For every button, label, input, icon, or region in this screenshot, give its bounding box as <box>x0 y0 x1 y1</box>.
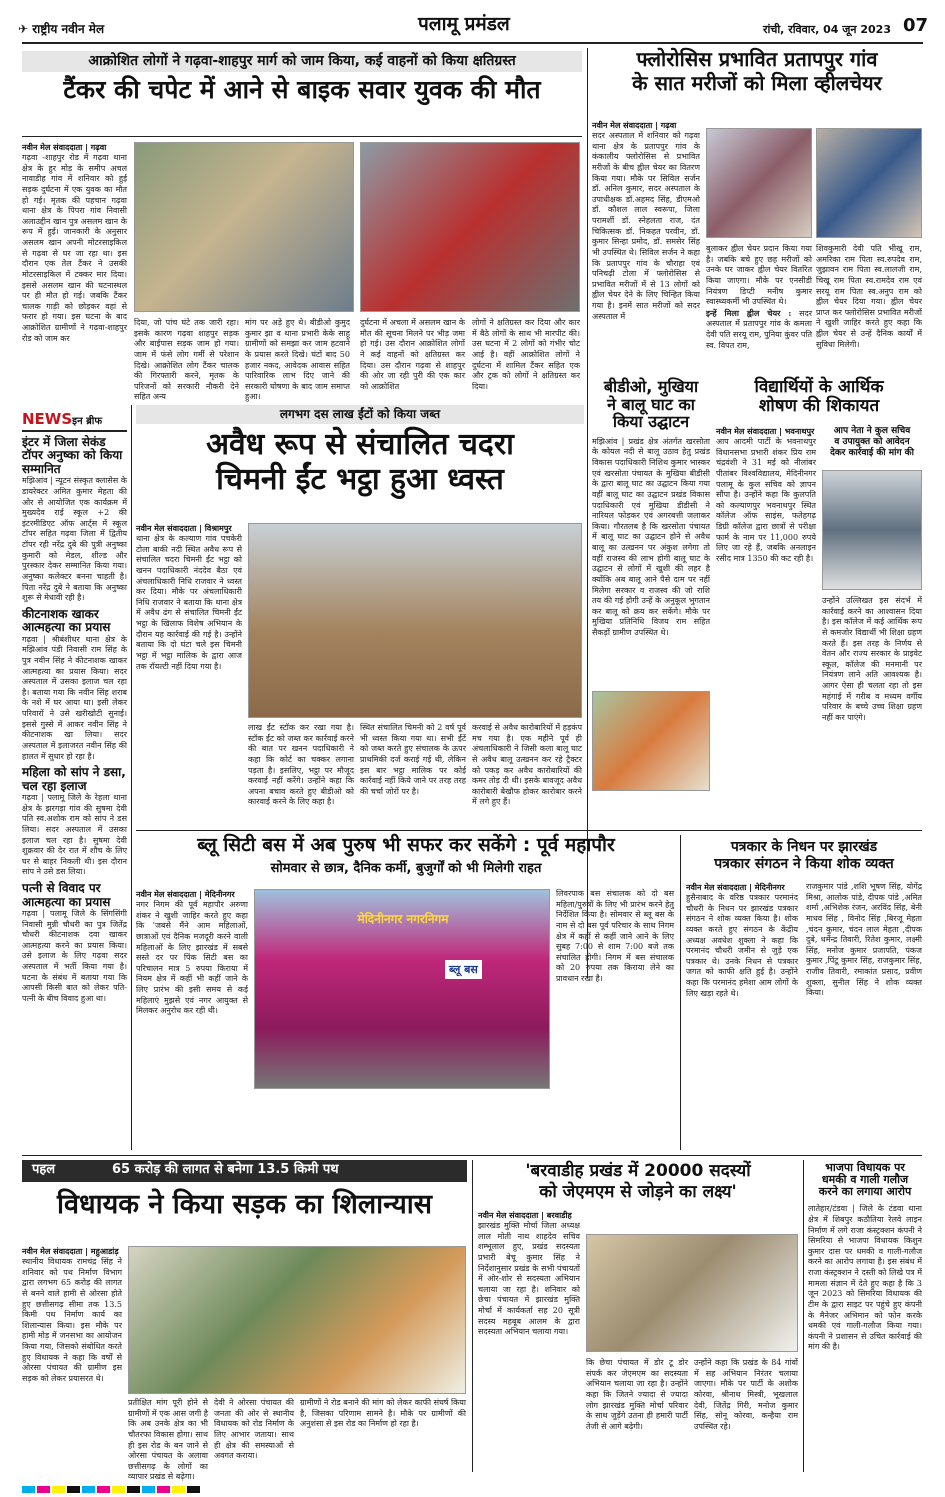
story-body-col1 <box>136 523 242 828</box>
story-brick-kiln <box>136 405 584 825</box>
page-number: 07 <box>903 15 929 36</box>
story-body-col1 <box>686 882 798 1150</box>
story-wheelchair <box>592 48 922 374</box>
story-headline-line2: को जेएमएम से जोड़ने का लक्ष्य' <box>539 1181 737 1202</box>
masthead <box>8 12 937 42</box>
body-text-col5: लोगों ने क्षतिग्रस्त कर दिया और कार में बैठे लोगों के साथ भी मारपीट की। उस घटना में 2 लोगों को गंभीर चोट आई है। वहीं आक्रोशित लोगों ने दुर्घटना में शामिल टैंकर सहित एक और ट्रक को लोगों ने क्षतिग्रस्त कर दिया। <box>472 318 580 391</box>
story-body-col2 <box>706 244 812 374</box>
byline: नवीन मेल संवाददाता | मेदिनीनगर <box>686 883 785 892</box>
story-headline: विधायक ने किया सड़क का शिलान्यास <box>56 1189 433 1220</box>
story-headline-line2: धमकी व गाली गलौज <box>821 1173 909 1187</box>
body-text-col2: उन्होंने उल्लिखत इस संदर्भ में कार्रवाई करने का आश्वासन दिया है। इस कॉलेज में कई आर्थिक रूप से कमजोर विद्यार्थी भी शिक्षा ग्रहण करते हैं। इस तरह के निर्णय से वेतन और राज्य सरकार के प्राइवेट स्कूल, कॉलेज की मनमानी पर नियंत्रण लाने अति आवश्यक है। आगर ऐसा ही चलता रहा तो इस महंगाई में गरीब व मध्यम वर्गीय परिवार के बच्चे उच्च शिक्षा ग्रहण नहीं कर पाएंगे। <box>822 596 922 722</box>
byline: नवीन मेल संवाददाता | महुआडांड़ <box>22 1247 119 1256</box>
photo-chimney-kiln <box>248 523 582 718</box>
byline: नवीन मेल संवाददाता | गढ़वा <box>592 121 677 130</box>
brief-headline: महिला को सांप ने डसा, चल रहा इलाज <box>22 765 126 793</box>
brand-name: राष्ट्रीय नवीन मेल <box>32 22 105 36</box>
story-tanker-accident <box>22 48 582 402</box>
byline: नवीन मेल संवाददाता | बरवाडीह <box>478 1211 572 1220</box>
news-label-sub: इन ब्रीफ <box>72 416 103 427</box>
column-divider <box>680 835 681 1150</box>
byline: नवीन मेल संवाददाता | भवनाथपुर <box>716 427 815 436</box>
body-text: हुसैनाबाद के वरिष्ठ पत्रकार परमानंद चौधरी के निधन पर झारखंड पत्रकार संगठन ने शोक व्यक्त किया है। शोक व्यक्त करते हुए संगठन के केंद्रीय अध्यक्ष अवधेश शुक्ला ने कहा कि परमानंद चौधरी जमीन से जुड़े एक पत्रकार थे। उनके निधन से पत्रकार जगत को काफी क्षति हुई है। उन्होंने कहा कि परमानंद हमेशा आम लोगों के लिए खड़ा रहते थे। <box>686 893 798 998</box>
brief-item <box>22 608 127 762</box>
column-divider <box>803 1160 804 1472</box>
news-label: NEWS <box>22 410 73 428</box>
column-divider <box>131 405 132 1150</box>
body-text: सदर अस्पताल में प्रतापपुर गांव के कमला देवी पति सरयू राम, पुनिया कुंवर पति स्व. विपत राम, <box>706 308 812 350</box>
caption-line: देकर कार्रवाई की मांग की <box>830 447 914 458</box>
story-sand-ghat <box>592 378 710 828</box>
story-student-exploitation <box>716 378 922 828</box>
body-text-col3: शिवकुमारी देवी पति भीखू राम, अमरिका राम पिता स्व.रुपदेव राम, जुझावन राम पिता स्व.लालजी राम, चिखू राम पिता स्व.रामदेव राम एवं सरयू राम पिता स्व.अनुप राम को ह्वील चेयर दिया गया। ह्वील चेयर प्राप्त कर फ्लोरोसिस प्रभावित मरीजों ने खुशी जाहिर करते हुए कहा कि ह्वील चेयर से उन्हें दैनिक कार्यों में सुविधा मिलेगी। <box>816 244 922 349</box>
section-title: पलामू प्रमंडल <box>418 13 510 35</box>
story-jmm-membership <box>478 1162 798 1477</box>
photo-foundation-stone <box>128 1246 466 1394</box>
photo-sand-ghat-inauguration <box>592 691 710 791</box>
byline: नवीन मेल संवाददाता | विश्रामपुर <box>136 524 232 533</box>
photo-wheelchair-2 <box>816 128 922 238</box>
body-text-col2: कि छेचा पंचायत में डोर टू डोर संपर्क कर जेएमएम का सदस्यता अभियान चलाया जा रहा है। उन्होंने कहा कि जितने ज्यादा से ज्यादा लोग झारखंड मुक्ति मोर्चा परिवार के साथ जुड़ेंगे उतना ही हमारी पार्टी तेजी से आगे बढ़ेगी। <box>586 1358 688 1431</box>
story-blue-city-bus <box>136 835 676 1150</box>
body-text-col3: देवी ने ओरसा पंचायत की जनता की ओर से स्थानीय विधायक को रोड निर्माण के लिए आभार जताया। साथ ही क्षेत्र की समस्याओं से अवगत कराया। <box>214 1398 294 1461</box>
body-text-col3: मांग पर अड़े हुए थे। बीडीओ कुमुद कुमार झा व थाना प्रभारी केके साहू ग्रामीणों को समझा कर जाम हटवाने के प्रयास करते दिखे। घंटों बाद 50 हजार नकद, आवेदक आवास सहित पारिवारिक लाभ दिए जाने की सरकारी घोषणा के बाद जाम समाप्त हुआ। <box>245 318 350 402</box>
photo-aap-leader <box>822 470 922 590</box>
color-registration-bar <box>22 1478 922 1486</box>
story-body-col1 <box>136 889 248 1149</box>
bus-badge: ब्लू बस <box>445 960 482 979</box>
news-brief-label <box>22 410 127 428</box>
photo-damaged-car <box>360 142 580 312</box>
brief-item <box>22 436 127 604</box>
story-tag: पहल <box>32 1162 56 1177</box>
story-headline: ब्लू सिटी बस में अब पुरुष भी सफर कर सकेंगे : पूर्व महापौर <box>197 834 615 856</box>
bird-icon: ✈ <box>18 22 29 36</box>
story-headline-line1: विद्यार्थियों के आर्थिक <box>754 377 884 397</box>
story-body-col1 <box>22 1246 122 1480</box>
photo-blue-bus <box>254 889 550 1089</box>
story-journalist-condolence <box>686 840 922 1150</box>
dateline: रांची, रविवार, 04 जून 2023 <box>763 23 891 36</box>
column-divider <box>472 1160 473 1472</box>
body-text: लातेहार/टंडवा | जिले के टंडवा थाना क्षेत्र में शिबपुर कठौतिया रेलवे लाइन निर्माण में लगे राजा कंस्ट्रक्शन कंपनी ने सिमरिया से भाजपा विधायक किशुन कुमार दास पर धमकी व गाली-गलौज करने का आरोप लगाया है। इस संबंध में राजा कंस्ट्रक्शन ने दस्ती को लिखे पत्र में मामला संज्ञान में देते हुए कहा है कि 3 जून 2023 को सिमरिया विधायक की टीम के द्वारा साइट पर पहुंचे हुए कंपनी के मैनेजर अभिमान को फोन करके धमकी एवं गाली-गलौज किया गया। कंपनी ने प्रशासन से उचित कार्रवाई की मांग की है। <box>808 1204 922 1352</box>
body-text: आप आदमी पार्टी के भवनाथपुर विधानसभा प्रभारी शंकर प्रिय राम चंद्रवंशी ने 31 मई को नीलांबर पीतांबर विश्वविद्यालय, मेदिनीनगर पलामू के कुल सचिव को ज्ञापन सौंपा है। उन्होंने कहा कि कुलपति को कल्याणपुर भवनाथपुर स्थित कॉलेज ऑफ साइंस, फतेहगढ़ डिग्री कॉलेज द्वारा छात्रों से परीक्षा फार्म के नाम पर 11,000 रुपये लिए जा रहे हैं, जबकि अनलाइन रसीद मात्र 1350 की कट रही है। <box>716 437 816 563</box>
story-subhead: सोमवार से छात्र, दैनिक कर्मी, बुजुर्गों को भी मिलेगी राहत <box>270 860 542 876</box>
body-text-col2: राजकुमार पांडे ,शशि भूषण सिंह, योगेंद्र मिश्रा, आलोक पांडे, दीपक पांडे ,अमित शर्मा ,अभिशेक रंजन, अरविंद सिंह, बेनी माधव सिंह , विनोद सिंह ,बिरजू मेहता ,चंदन कुमार, चंदन लाल मेहता ,दीपक दुबे, धर्मेन्द्र तिवारी, रितेश कुमार, लक्ष्मी सिंह, मनोज कुमार प्रजापति, पंकज कुमार ,पिंटू कुमार सिंह, राजकुमार सिंह, राजीव तिवारी, रमाकांत प्रसाद, प्रवीण शुक्ला, सुनील सिंह ने शोक व्यक्त किया। <box>806 882 922 998</box>
body-text: स्थानीय विधायक रामचंद्र सिंह ने शनिवार को पथ निर्माण विभाग द्वारा लगभग 65 करोड़ की लागत से बनने वाले हामी से ओरसा होते हुए छत्तीसगढ़ सीमा तक 13.5 किमी पथ निर्माण कार्य का शिलान्यास किया। इस मौके पर हामी मोड़ में जनसभा का आयोजन किया गया, जिसको संबोधित करते हुए विधायक ने कहा कि वर्षों से ओरसा पंचायत की ग्रामीण इस सड़क को लेकर प्रयासरत थे। <box>22 1257 122 1383</box>
masthead-rule <box>22 42 923 44</box>
story-kicker: आक्रोशित लोगों ने गढ़वा-शाहपुर मार्ग को जाम किया, कई वाहनों को किया क्षतिग्रस्त <box>22 51 582 72</box>
body-text-col4: ग्रामीणों ने रोड बनाने की मांग को लेकर काफी संघर्ष किया है, जिसका परिणाम सामने है। मौके पर ग्रामीणों की अनुशंसा से इस रोड का निर्माण हो रहा है। <box>300 1398 466 1429</box>
divider <box>22 430 127 432</box>
story-kicker: लगभग दस लाख ईंटों को किया जब्त <box>136 405 584 424</box>
story-tag-band <box>22 1160 467 1182</box>
story-kicker: 65 करोड़ की लागत से बनेगा 13.5 किमी पथ <box>112 1162 339 1177</box>
story-body-col1 <box>592 120 700 375</box>
story-body-col1 <box>716 426 816 826</box>
photo-road-blockade <box>134 142 354 312</box>
body-text-col3: स्थित संचालित चिमनी को 2 वर्ष पूर्व भी ध्वस्त किया गया था। सभी ईंटें को जब्त करते हुए संचालक के ऊपर प्राथमिकी दर्ज कराई गई थी, लेकिन इस बार भट्ठा मालिक पर कोई कार्रवाई नहीं किये जाने पर तरह तरह की चर्चा जोरों पर है। <box>360 723 466 796</box>
body-text: बुलाकर ह्वील चेयर प्रदान किया गया है। जबकि बचे हुए छह मरीजों को उनके घर जाकर ह्वील चेयर वितरित किया जाएगा। मौके पर एनसीडी नियंत्रण डिप्टी मनीष कुमार स्वास्थ्यकर्मी भी उपस्थित थे। <box>706 244 812 307</box>
body-text-col2: लिवरपाक बस संचालक को दो बस महिला/पुरुषों के लिए भी प्रारंभ करने हेतु निर्देशित किया है। सोमवार से ब्लू बस के नाम से दो बस पूर्व परिचार के साथ निगम क्षेत्र में कहीं से कहीं जाने आने के लिए सुबह 7:00 से शाम 7:00 बजे तक संचालित होगी। निगम में बस संचालक को 20 रुपया तक किराया लेने का प्रावधान रखा है। <box>556 889 674 983</box>
brief-text: मझिआंव | न्यूटन संस्कृत क्लासेस के डायरेक्टर अमित कुमार मेहता की ओर से आयोजित एक कार्यक्रम में मुख्यदेव राई स्कूल +2 की इंटरमीडिएट ऑफ आर्ट्स में स्कूल टॉपर सहित गढ़वा जिला में द्वितीय टॉपर रही नरेंद्र दुबे की पुत्री अनुष्का कुमारी को मेडल, शील्ड और पुरस्कार देकर सम्मानित किया गया। अनुष्का कलेक्टर बनना चाहती है। पिता नरेंद्र दुबे ने बताया कि अनुष्का शुरू से मेधावी रही है। <box>22 476 127 603</box>
story-headline-line2: चिमनी ईंट भट्ठा हुआ ध्वस्त <box>216 462 504 498</box>
body-text-col4: करवाई से अवैध कारोबारियों में हड़कंप मच गया है। एक महीने पूर्व ही अंचलाधिकारी ने जिसी कला बालू घाट से अवैध बालू उत्खनन कर रहे ट्रैक्टर को पकड़ कर अवैध कारोबारियों की कमर तोड़ दी थी। इसके बावजूद अवैध कारोबारी बेखौफ होकर कारोबार करने में लगे हुए हैं। <box>472 723 582 807</box>
story-headline-line1: फ्लोरोसिस प्रभावित प्रतापपुर गांव <box>636 47 878 71</box>
brief-text: गढ़वा | श्रीबंशीधर थाना क्षेत्र के मझिआंव पंडी निवासी राम सिंह के पुत्र नवीन सिंह ने कीटनाशक खाकर आत्महत्या का प्रयास किया। सदर अस्पताल में उसका इलाज चल रहा है। बताया गया कि नवीन सिंह शराब के नशे में घर आया था। इसी लेकर परिवारों ने उसे खरीखोटी सुनाई। इससे गुस्से में आकर नवीन सिंह ने कीटनाशक खा लिया। सदर अस्पताल में इलाजरत नवीन सिंह की हालत में सुधार हो रहा है। <box>22 634 127 761</box>
bus-destination-board: मेदिनीनगर नगरनिगम <box>357 912 449 926</box>
story-headline-line1: पत्रकार के निधन पर झारखंड <box>730 839 878 855</box>
story-road-foundation <box>22 1160 467 1480</box>
photo-jmm-members <box>586 1234 798 1352</box>
section-divider <box>136 830 922 831</box>
caption-line: आप नेता ने कुल सचिव <box>833 426 911 436</box>
divider <box>22 136 582 137</box>
body-text-col3: उन्होंने कहा कि प्रखंड के 84 गांवों में सह अभियान निरंतर चलाया जाएगा। मौके पर पार्टी के अशोक कोरवा, श्रीनाथ मिस्त्री, भूखलाल देवी, जितेंद्र गिरी, मनोज कुमार सिंह, सोनू कोरवा, कन्हैया राम उपस्थित रहे। <box>694 1358 798 1431</box>
body-text-col2: प्रतीक्षित मांग पूरी होने से ग्रामीणों में एक आस जगी है कि अब उनके क्षेत्र का भी चौतरफा विकास होगा। साथ ही इस रोड के बन जाने से ओरसा पंचायत के अलावा छत्तीसगढ़ के लोगों का व्यापार प्रखंड से बढ़ेगा। <box>128 1398 208 1482</box>
body-text-col4: दुर्घटना में अचला में असलम खान के मौत की सूचना मिलने पर भीड़ जमा हो गई। उस दौरान आक्रोशित लोगों ने कई वाहनों को क्षतिग्रस्त कर दिया। उस दौरान गढ़वा से शाहपुर की ओर जा रही पुरी की एक कार को आक्रोशित <box>360 318 465 391</box>
photo-caption <box>822 426 922 458</box>
brief-text: गढ़वा | पलामू जिले के रेहला थाना क्षेत्र के झरगड़ा गांव की सुषमा देवी पति स्व.अशोक राम को सांप ने डस लिया। सदर अस्पताल में उसका इलाज चल रहा है। सुषमा देवी शुक्रवार की देर रात में शौच के लिए घर से बाहर निकली थी। इस दौरान सांप ने उसे डस लिया। <box>22 793 127 877</box>
story-headline-line3: किया उद्घाटन <box>612 412 690 432</box>
story-headline-line1: 'बरवाडीह प्रखंड में 20000 सदस्यों <box>525 1161 751 1181</box>
story-body-col1 <box>478 1210 580 1475</box>
brief-headline: कीटनाशक खाकर आत्महत्या का प्रयास <box>22 606 111 635</box>
body-text-col2: लाख ईंट स्टॉक कर रखा गया है। स्टॉक ईंट को जब्त कर कार्रवाई करने की बात पर खनन पदाधिकारी ने कहा कि कोर्ट का चक्कर लगाना पड़ता है। इसलिए, भट्ठा पर मौजूद करवाई नहीं करेंगे। उन्होंने कहा कि अपना बचाव करते हुए बीडीओ को कारवाई करने के लिए कहा है। <box>248 723 354 807</box>
brief-headline: इंटर में जिला सेकंड टॉपर अनुष्का को किया सम्मानित <box>22 435 123 476</box>
byline: नवीन मेल संवाददाता | मेदिनीनगर <box>136 890 235 899</box>
body-text: झारखंड मुक्ति मोर्चा जिला अध्यक्ष लाल मोती नाथ शाहदेव सचिव शम्भूलाल हुए, प्रखंड सदस्यता प्रभारी बेचू कुमार सिंह ने निर्देशानुसार प्रखंड के सभी पंचायतों में ओर-शोर से सदस्यता अभियान चलाया जा रहा है। शनिवार को छेचा पंचायत में झारखंड मुक्ति मोर्चा में कार्यकर्ता सह 20 सूत्री सदस्य महबूब आलम के द्वारा सदस्यता अभियान चलाया गया। <box>478 1221 580 1337</box>
body-text: थाना क्षेत्र के कल्याण गांव पचकेरी टोला बाकी नदी स्थित अवैध रूप से संचालित चदरा चिमनी ईंट भट्ठा को खनन पदाधिकारी नंददेव बैठा एवं अंचलाधिकारी निधि राजवार ने ध्वस्त कर दिया। मौके पर अंचलाधिकारी निधि राजवार ने बताया कि थाना क्षेत्र में अवैध ढंग से संचालित चिमनी ईंट भट्ठा के खिलाफ विशेष अभियान के दौरान यह कार्रवाई की गई है। उन्होंने बताया कि दो घंटा चले इस चिमनी भट्ठा में भट्ठा मालिक के द्वारा आज तक रॉयल्टी नहीं दिया गया है। <box>136 534 242 671</box>
story-headline-line3: करने का लगाया आरोप <box>818 1185 912 1199</box>
body-text: मझिआंव | प्रखंड क्षेत्र अंतर्गत खरसोता के कोयल नदी से बालू उठाव हेतु प्रखंड विकास पदाधिकारी निशिथ कुमार भास्कर एवं खरसोता पंचायत के मुखिया बीडीसी के द्वारा बालू घाट का उद्घाटन किया गया वहीं बालू घाट का उद्घाटन प्रखंड विकास पदाधिकारी एवं मुखिया डीडीसी ने नारियल फोड़कर एवं अगरबत्ती जलाकर किया। गौरतलब है कि खरसोता पंचायत में बालू घाट का उद्घाटन होने से अवैध बालू का उत्खनन पर अंकुश लगेगा तो वहीं राजस्व की लाभ होगी बालू घाट के उद्घाटन से लोगों में खुशी की लहर है क्योंकि अब बालू आने पैसे दाम पर नहीं मिलेगा सरकार व राजस्व की जो राशि तय की गई होगी उन्हें के अनुकूल भुगतान कर बालू को क्रय कर सकेंगे। मौके पर मुखिया प्रतिनिधि विजय राम सहित सैकड़ों ग्रामीण उपस्थित थे। <box>592 436 710 638</box>
byline: नवीन मेल संवाददाता | गढ़वा <box>22 143 107 152</box>
story-headline-line2: के सात मरीजों को मिला व्हीलचेयर <box>632 71 882 95</box>
body-text: नगर निगम की पूर्व महापौर अरुणा शंकर ने खुशी जाहिर करते हुए कहा कि 'जबसे मैंने आम महिलाओं, छात्राओं एवं दैनिक मजदूरी करने वाली महिलाओं के लिए झारखंड में सबसे सस्ते दर पर पिंक सिटी बस का परिचालन मात्र 5 रुपया किराया में नियम क्षेत्र में कहीं भी कहीं जाने के लिए प्रारंभ की इसी समय से कई महिलाएं मुझसे एवं नगर आयुक्त से मिलकर अनुरोध कर रही थी। <box>136 900 248 1016</box>
story-headline-line2: ने बालू घाट का <box>607 394 695 414</box>
story-headline-line1: अवैध रूप से संचालित चदरा <box>206 427 514 463</box>
body-text-col2: दिया, जो पांच घंटे तक जारी रहा। इसके कारण गढ़वा शाहपुर सड़क और बाईपास सड़क जाम हो गया। जाम में फंसे लोग गर्मी से परेशान दिखे। आक्रोशित लोग टैंकर चालक की गिरफ्तारी करने, मृतक के परिजनों को सरकारी नौकरी देने सहित अन्य <box>134 318 239 402</box>
subsection <box>706 308 812 352</box>
story-headline-line2: पत्रकार संगठन ने किया शोक व्यक्त <box>714 856 894 873</box>
story-headline-line1: बीडीओ, मुखिया <box>603 377 699 396</box>
story-headline-line1: भाजपा विधायक पर <box>825 1161 905 1174</box>
body-text: सदर अस्पताल में शनिवार को गढ़वा थाना क्षेत्र के प्रतापपुर गांव के कंकालीय फ्लोरोसिस से प्रभावित मरीजों के बीच ह्वील चेयर का वितरण किया गया। मौके पर सिविल सर्जन डॉ. अनिल कुमार, सदर अस्पताल के उपाधीक्षक डॉ.अहमद सिंह, डीएमओ डॉ. कौशल लाल स्वरूपा, जिला परामर्शी डॉ. स्नेहलता राज, दंत चिकित्सक डॉ. निकहत परवीन, डॉ. कुमार सिन्हा प्रमोद, डॉ. समसेर सिंह भी उपस्थित थे। सिविल सर्जन ने कहा कि प्रतापपुर गांव के चौराहा एवं पनिचढ़ी टोला में फ्लोरोसिस से प्रभावित मरीजों में से 13 लोगों को ह्वील चेयर देने के लिए चिन्हित किया गया है। इनमें सात मरीजों को सदर अस्पताल में <box>592 131 700 321</box>
story-headline-line2: शोषण की शिकायत <box>758 395 880 416</box>
photo-wheelchair-1 <box>706 128 812 238</box>
brief-item <box>22 882 127 1005</box>
caption-line: व उपायुक्त को आवेदन <box>834 436 910 447</box>
brief-text: गढ़वा | पलामू जिले के सिंगसिंगी निवासी मुन्नी चौधरी का पुत्र जितेंद्र चौधरी कीटनाशक दवा खाकर आत्महत्या करने का प्रयास किया। उसे इलाज के लिए गढ़वा सदर अस्पताल में भर्ती किया गया है। घटना के संबंध में बताया गया कि आपसी किसी बात को लेकर पति-पत्नी के बीच विवाद हुआ था। <box>22 908 127 1003</box>
brief-item <box>22 766 127 878</box>
story-bjp-mla-allegation <box>808 1162 922 1477</box>
subhead: इन्हें मिला ह्वील चेयर : <box>706 307 792 318</box>
section-divider <box>22 1155 922 1156</box>
story-body-col1 <box>22 142 127 392</box>
brand-logo <box>18 20 104 37</box>
body-text: गढ़वा -शाहपुर रोड में गढ़वा थाना क्षेत्र के हुर मोड़ के समीप अचल नावाडीह गांव में शनिवार को हुई सड़क दुर्घटना में एक युवक का मौत हो गई। मृतक की पहचान गढ़वा थाना क्षेत्र के पिपरा गांव निवासी अलाउद्दीन खान पुत्र असलम खान के रूप में हुई। जानकारी के अनुसार असलम खान अपनी मोटरसाइकिल से गढ़वा से घर जा रहा था। इस दौरान एक तेल टैंकर ने उसकी मोटरसाइकिल में टक्कर मार दिया। इससे असलम खान की घटनास्थल पर ही मौत हो गई। जबकि टैंकर चालक गाड़ी को छोड़कर वहां से फरार हो गया। इस घटना के बाद आक्रोशित ग्रामीणों ने गढ़वा-शाहपुर रोड को जाम कर <box>22 153 127 343</box>
brief-headline: पत्नी से विवाद पर आत्महत्या का प्रयास <box>22 881 111 909</box>
story-headline: टैंकर की चपेट में आने से बाइक सवार युवक की मौत <box>63 75 541 104</box>
